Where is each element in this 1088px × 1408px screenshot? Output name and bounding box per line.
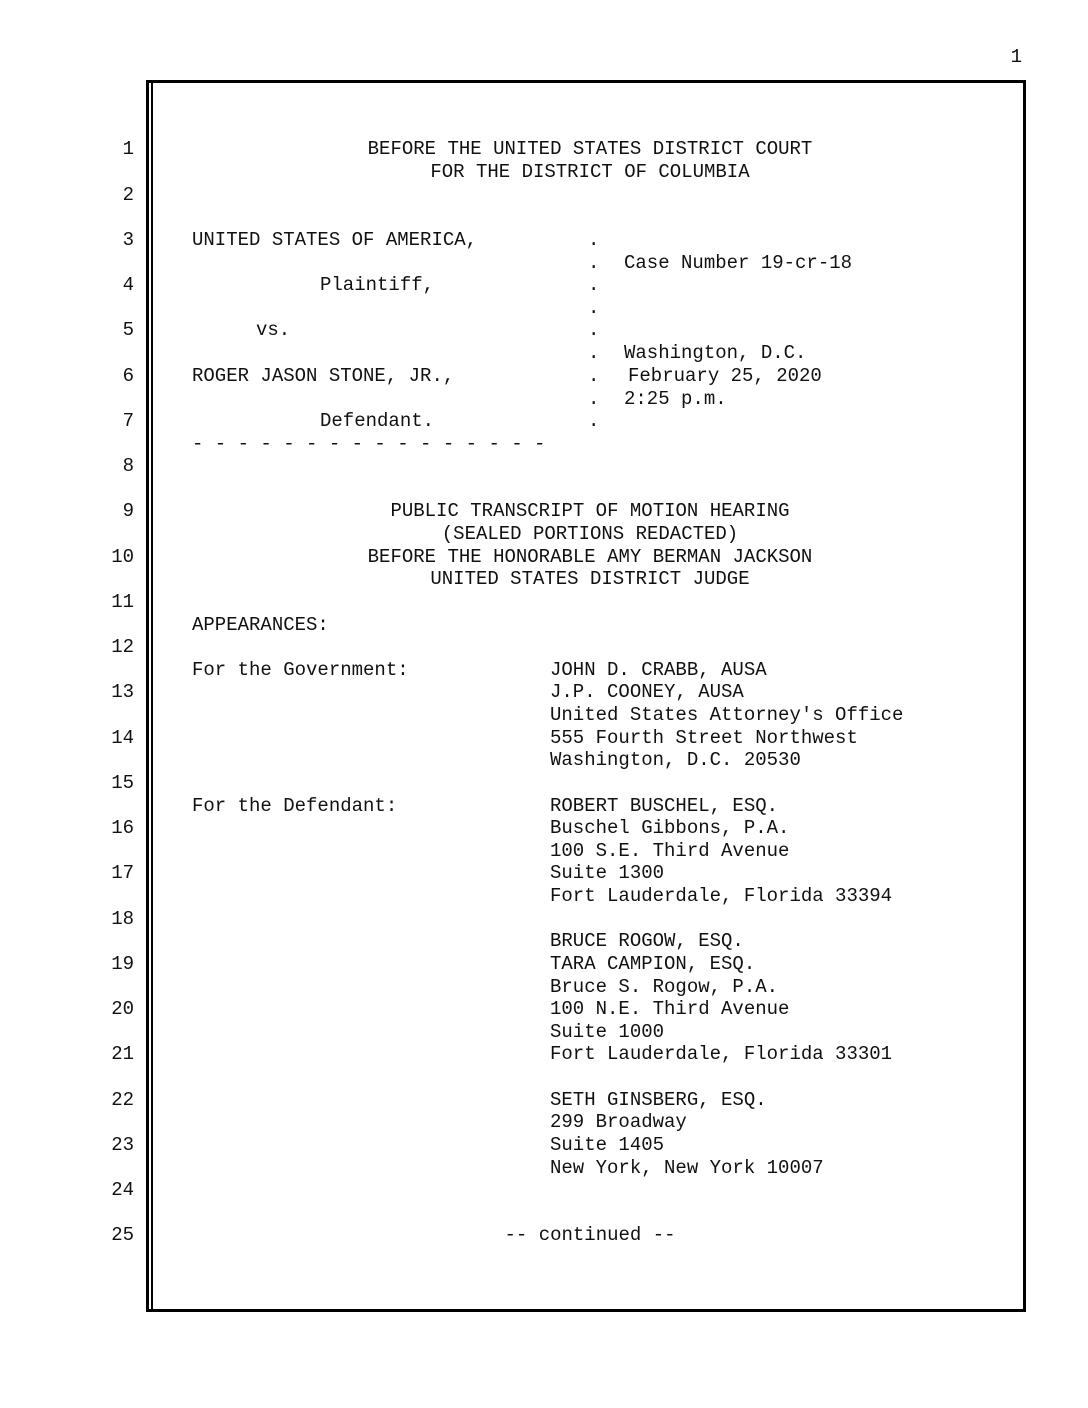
line-number: 5 (122, 319, 134, 341)
line-number: 16 (111, 817, 134, 839)
court-district: FOR THE DISTRICT OF COLUMBIA (430, 161, 750, 183)
defendant-label: For the Defendant: (192, 795, 398, 817)
caption-dot: . (588, 342, 600, 364)
counsel-line: Bruce S. Rogow, P.A. (550, 976, 779, 998)
counsel-line: New York, New York 10007 (550, 1157, 824, 1179)
transcript-subtitle: (SEALED PORTIONS REDACTED) (441, 523, 739, 545)
caption-dot: . (588, 229, 600, 251)
counsel-line: J.P. COONEY, AUSA (550, 681, 744, 703)
counsel-line: Fort Lauderdale, Florida 33301 (550, 1043, 893, 1065)
hearing-location: Washington, D.C. (624, 342, 807, 364)
line-number: 1 (122, 138, 134, 160)
defendant-name: ROGER JASON STONE, JR., (192, 365, 455, 387)
counsel-line: SETH GINSBERG, ESQ. (550, 1089, 767, 1111)
versus: vs. (256, 319, 291, 341)
caption-separator: - - - - - - - - - - - - - - - - (192, 433, 546, 455)
counsel-line: Suite 1000 (550, 1021, 665, 1043)
counsel-line: Buschel Gibbons, P.A. (550, 817, 790, 839)
line-number: 22 (111, 1089, 134, 1111)
counsel-line: Washington, D.C. 20530 (550, 749, 801, 771)
counsel-line: 555 Fourth Street Northwest (550, 727, 858, 749)
line-number: 9 (122, 500, 134, 522)
counsel-line: BRUCE ROGOW, ESQ. (550, 930, 744, 952)
line-number: 13 (111, 681, 134, 703)
line-number: 8 (122, 455, 134, 477)
hearing-time: 2:25 p.m. (624, 388, 727, 410)
line-number: 4 (122, 274, 134, 296)
margin-rule (151, 80, 153, 1312)
court-heading: BEFORE THE UNITED STATES DISTRICT COURT (367, 138, 813, 160)
counsel-line: ROBERT BUSCHEL, ESQ. (550, 795, 779, 817)
line-number: 7 (122, 410, 134, 432)
case-number: Case Number 19-cr-18 (624, 252, 853, 274)
caption-dot: . (588, 365, 600, 387)
plaintiff-name: UNITED STATES OF AMERICA, (192, 229, 478, 251)
line-number: 15 (111, 772, 134, 794)
line-number: 19 (111, 953, 134, 975)
line-number: 14 (111, 727, 134, 749)
counsel-line: 100 S.E. Third Avenue (550, 840, 790, 862)
line-number: 25 (111, 1224, 134, 1246)
caption-dot: . (588, 410, 600, 432)
judge-line: BEFORE THE HONORABLE AMY BERMAN JACKSON (367, 546, 813, 568)
government-label: For the Government: (192, 659, 409, 681)
counsel-line: 299 Broadway (550, 1111, 687, 1133)
counsel-line: United States Attorney's Office (550, 704, 904, 726)
caption-dot: . (588, 274, 600, 296)
line-number: 6 (122, 365, 134, 387)
counsel-line: Suite 1405 (550, 1134, 665, 1156)
line-number: 3 (122, 229, 134, 251)
line-number: 10 (111, 546, 134, 568)
transcript-title: PUBLIC TRANSCRIPT OF MOTION HEARING (390, 500, 790, 522)
line-number: 24 (111, 1179, 134, 1201)
line-number: 18 (111, 908, 134, 930)
line-number: 17 (111, 862, 134, 884)
judge-title: UNITED STATES DISTRICT JUDGE (430, 568, 750, 590)
line-number: 20 (111, 998, 134, 1020)
continued-note: -- continued -- (504, 1224, 676, 1246)
defendant-role: Defendant. (320, 410, 435, 432)
hearing-date: February 25, 2020 (628, 365, 822, 387)
line-number: 12 (111, 636, 134, 658)
caption-dot: . (588, 319, 600, 341)
counsel-line: 100 N.E. Third Avenue (550, 998, 790, 1020)
plaintiff-role: Plaintiff, (320, 274, 435, 296)
counsel-line: Suite 1300 (550, 862, 665, 884)
counsel-line: Fort Lauderdale, Florida 33394 (550, 885, 893, 907)
line-number: 21 (111, 1043, 134, 1065)
line-number: 2 (122, 184, 134, 206)
caption-dot: . (588, 252, 600, 274)
caption-dot: . (588, 297, 600, 319)
page-number: 1 (1010, 46, 1022, 68)
counsel-line: JOHN D. CRABB, AUSA (550, 659, 767, 681)
caption-dot: . (588, 388, 600, 410)
counsel-line: TARA CAMPION, ESQ. (550, 953, 756, 975)
appearances-heading: APPEARANCES: (192, 614, 329, 636)
line-number: 23 (111, 1134, 134, 1156)
line-number: 11 (111, 591, 134, 613)
